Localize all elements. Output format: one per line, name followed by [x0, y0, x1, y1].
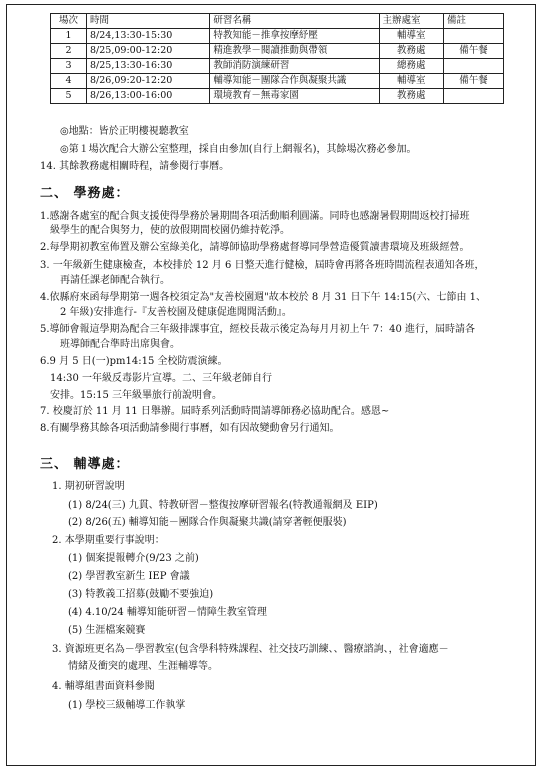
section-2-line: 班導師配合準時出席與會。 [60, 339, 180, 350]
cell-unit: 教務處 [379, 44, 443, 59]
section-2-line: 2.每學期初教室佈置及辦公室綠美化，請導師協助學務處督導同學營造優質讀書環境及班級經營。 [40, 242, 470, 253]
cell-unit: 輔導室 [379, 74, 443, 89]
section-2-line: 2 年級)安排進行-『友善校園及健康促進聞聞活動』。 [60, 307, 292, 318]
cell-name: 精進教學－閱讀推動與帶領 [210, 44, 379, 59]
cell-note [443, 59, 503, 74]
cell-time: 8/25,13:30-16:30 [87, 59, 210, 74]
section-2-line: 再請任課老師配合執行。 [60, 275, 170, 286]
header-unit: 主辦處室 [379, 14, 443, 29]
header-note: 備註 [443, 14, 503, 29]
cell-no: 4 [51, 74, 87, 89]
header-name: 研習名稱 [210, 14, 379, 29]
table-row [51, 59, 504, 74]
cell-name: 環境教育－無毒家園 [210, 89, 379, 104]
cell-note: 備午餐 [443, 44, 503, 59]
section-3-line: (4) 4.10/24 輔導知能研習－情障生教室管理 [68, 607, 267, 618]
cell-unit: 總務處 [379, 59, 443, 74]
section-3-line: 2. 本學期重要行事說明： [52, 535, 165, 546]
section-3-line: 情緒及衝突的處理、生涯輔導等。 [68, 661, 218, 672]
cell-time: 8/24,13:30-15:30 [87, 29, 210, 44]
section-3-line: (5) 生涯檔案競賽 [68, 625, 146, 636]
section-3-line: 3. 資源班更名為－學習教室(包含學科特殊課程、社交技巧訓練、、醫療諮詢、，社會適應－ [52, 644, 449, 655]
cell-note: 備午餐 [443, 74, 503, 89]
item-14: 14. 其餘教務處相關時程，請參閱行事曆。 [40, 161, 230, 172]
section-3-line: (2) 學習教室新生 IEP 會議 [68, 571, 190, 582]
cell-note [443, 29, 503, 44]
section-2-line: 6.9 月 5 日(一)pm14:15 全校防震演練。 [40, 356, 228, 367]
cell-time: 8/26,13:00-16:00 [87, 89, 210, 104]
section-2-line: 7. 校慶訂於 11 月 11 日舉辦。屆時系列活動時間請導師務必協助配合。感恩~ [40, 406, 390, 417]
location-note: ◎地點：皆於正明樓視聽教室 [60, 126, 189, 137]
header-no: 場次 [51, 14, 87, 29]
cell-name: 教師消防演練研習 [210, 59, 379, 74]
section-2-line: 8.有關學務其餘各項活動請參閱行事曆，如有因故變動會另行通知。 [40, 423, 340, 434]
section-2-line: 級學生的配合與努力，使的放假期間校園仍維持乾淨。 [50, 225, 290, 236]
cell-unit: 教務處 [379, 89, 443, 104]
section-3-line: 4. 輔導組書面資料參閱 [52, 681, 155, 692]
cell-unit: 輔導室 [379, 29, 443, 44]
section-3-line: 1. 期初研習說明 [52, 481, 125, 492]
section-3-line: (1) 學校三級輔導工作執掌 [68, 700, 186, 711]
cell-no: 2 [51, 44, 87, 59]
section-2-line: 安排。15:15 三年級畢旅行前說明會。 [50, 390, 222, 401]
table-row [51, 29, 504, 44]
cell-no: 3 [51, 59, 87, 74]
section-2-line: 1.感謝各處室的配合與支援使得學務於暑期間各項活動順利圓滿。同時也感謝暑假期間返校打掃班 [40, 211, 470, 222]
section-2-line: 14:30 一年級反毒影片宣導。二、三年級老師自行 [50, 373, 272, 384]
registration-note: ◎第１場次配合大辦公室整理，採自由參加(自行上網報名)，其餘場次務必參加。 [60, 144, 417, 155]
table-row [51, 74, 504, 89]
schedule-table [50, 13, 504, 104]
cell-time: 8/26,09:20-12:20 [87, 74, 210, 89]
section-2-line: 4.依縣府來函每學期第一週各校須定為"友善校園週"故本校於 8 月 31 日下午 14:15(六、七節由 1、 [40, 292, 486, 303]
table-header-row [51, 14, 504, 29]
section-3-line: (1) 8/24(三) 九貫、特教研習－整復按摩研習報名(特教通報網及 EIP) [68, 500, 378, 511]
header-time: 時間 [87, 14, 210, 29]
section-2-line: 5.導師會報這學期為配合三年級排課事宜，經校長裁示後定為每月月初上午 7：40 進行，屆時請各 [40, 324, 475, 335]
cell-time: 8/25,09:00-12:20 [87, 44, 210, 59]
table-row [51, 44, 504, 59]
cell-no: 1 [51, 29, 87, 44]
section-3-line: (1) 個案提報轉介(9/23 之前) [68, 553, 199, 564]
section-3-line: (3) 特教義工招募(鼓勵不要強迫) [68, 589, 214, 600]
table-row [51, 89, 504, 104]
cell-no: 5 [51, 89, 87, 104]
cell-note [443, 89, 503, 104]
section-2-title: 二、 學務處： [40, 186, 130, 201]
section-2-line: 3. 一年級新生健康檢查，本校排於 12 月 6 日整天進行健檢，屆時會再將各班時間流程表通知各班， [40, 260, 485, 271]
cell-name: 輔導知能－團隊合作與凝聚共識 [210, 74, 379, 89]
section-3-title: 三、 輔導處： [40, 457, 130, 472]
section-3-line: (2) 8/26(五) 輔導知能－團隊合作與凝聚共識(請穿著輕便服裝) [68, 517, 347, 528]
cell-name: 特教知能－推拿按摩紓壓 [210, 29, 379, 44]
